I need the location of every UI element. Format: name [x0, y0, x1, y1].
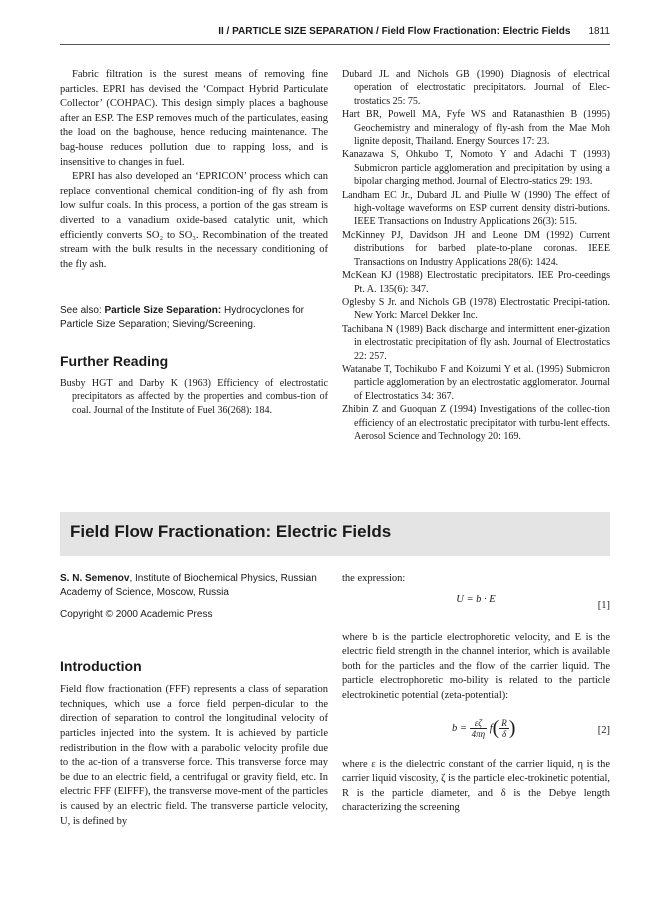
- paragraph-fabric-filtration: Fabric filtration is the surest means of removing fine particles. EPRI has devised the ‘Compact Hybrid Particulate Collector’ (COHPAC). This design simply places a baghouse after an ESP. The ESP removes much of the particulates, easing the load on the baghouse, hence reducing maintenance. The bag-house reduces pollution due to rapping loss, and is insensitive to changes in fuel.: [60, 69, 328, 168]
- equation-1: [342, 593, 610, 623]
- expression-lead: the expression:: [342, 573, 406, 584]
- equation-1-body: U = b · E: [456, 593, 496, 605]
- reference-item: Landham EC Jr., Dubard JL and Piulle W (1990) The effect of high-voltage waveforms on ESP current density distri-butions. IEEE Transactions on Industry Applications 26(3): 515.: [342, 189, 610, 228]
- reference-busby: Busby HGT and Darby K (1963) Efficiency of electrostatic precipitators as affected by the properties and combus-tion of coal. Journal of the Institute of Fuel 36(268): 184.: [60, 377, 328, 416]
- paragraph-definitions: where ε is the dielectric constant of the carrier liquid, η is the carrier liquid viscosity, ζ is the particle elec-trokinetic potential, R is the particle diameter, and δ is the Debye length characterizing the screening: [342, 758, 610, 814]
- equation-2-body: b = $\frac{\varepsilon\zeta}{4\pi\eta}$ f( $\frac{R}{\delta}$ ): [452, 716, 516, 739]
- page-number: 1811: [588, 26, 610, 37]
- reference-item: Kanazawa S, Ohkubo T, Nomoto Y and Adachi T (1993) Submicron particle agglomeration and precipitation by using a bipolar charging method. Journal of Electro-statics 29: 193.: [342, 149, 610, 188]
- reference-item: McKinney PJ, Davidson JH and Leone DM (1992) Current distributions for barbed plate-to-plane coronas. IEEE Transactions on Industry Applications 28(6): 1424.: [342, 229, 610, 268]
- author-affiliation: , Institute of Biochemical Physics, Russian Academy of Science, Moscow, Russia: [60, 573, 317, 598]
- left-column-bottom: [60, 572, 328, 829]
- see-also-label: See also:: [60, 305, 102, 317]
- paragraph-epricon: EPRI has also developed an ‘EPRICON’ process which can replace conventional chemical condition-ing of fly ash from low sulfur coals. In this process, a portion of the gas stream is diverted to a vanadium oxide-based catalytic unit, which efficiently converts SO₂ to SO₃. Recombination of the treated stream with the bulk results in the necessary conditioning of the fly ash.: [60, 171, 328, 270]
- see-also-link-1[interactable]: Particle Size Separation:: [104, 305, 222, 317]
- reference-item: Watanabe T, Tochikubo F and Koizumi Y et al. (1995) Submicron particle agglomeration by an electrostatic agglomerator. Journal of Electrostatics 34: 367.: [342, 363, 610, 402]
- equation-1-number: [1]: [597, 599, 610, 611]
- reference-item: Tachibana N (1989) Back discharge and intermittent ener-gization in electrostatic precipitation of fly ash. Journal of Electrostatics 22: 257.: [342, 323, 610, 362]
- equation-2-argument: [499, 718, 509, 739]
- introduction-heading: Introduction: [60, 657, 142, 674]
- reference-item: Dubard JL and Nichols GB (1990) Diagnosis of electrical operation of electrostatic precipitators. Journal of Elec-trostatics 25: 75.: [342, 69, 610, 107]
- reference-item: Hart BR, Powell MA, Fyfe WS and Ratanasthien B (1995) Geochemistry and mineralogy of fly-ash from the Mae Moh lignite deposit, Thailand. Energy Sources 17: 23.: [342, 109, 610, 148]
- equation-2-function: f: [489, 722, 493, 734]
- equation-2-lhs: b =: [452, 722, 467, 734]
- equation-2-fraction: [470, 718, 487, 739]
- author-line: [60, 572, 328, 600]
- introduction-text: Field flow fractionation (FFF) represents a class of separation techniques, which use a force field perpen-dicular to the direction of separation to control the longitudinal velocity of particles injected into the system. It is achieved by particle redistribution in the flow with a parabolic velocity profile due to the ac-tion of a transverse force. This transverse force may be due to an electric field, a centrifugal or gravity field, etc. In electric FFF (ElFFF), the transverse move-ment of the particles is caused by an electric field. The transverse particle velocity, U, is defined by: [60, 684, 328, 827]
- equation-2-number: [2]: [597, 724, 610, 736]
- see-also: [60, 304, 328, 332]
- fraction-numerator: εζ: [470, 718, 487, 729]
- right-column-bottom: [342, 572, 610, 816]
- article-title-band: [60, 512, 610, 556]
- running-header: [60, 26, 610, 45]
- references-column: [342, 68, 610, 443]
- reference-item: Zhibin Z and Guoquan Z (1994) Investigations of the collec-tion efficiency of an electrostatic precipitator with turbu-lent effects. Aerosol Science and Technology 20: 169.: [342, 404, 610, 442]
- argument-denominator: δ: [501, 728, 507, 739]
- further-reading-heading: Further Reading: [60, 353, 169, 370]
- left-column-top: [60, 68, 328, 417]
- reference-item: Oglesby S Jr. and Nichols GB (1978) Electrostatic Precipi-tation. New York: Marcel Dekker Inc.: [342, 296, 610, 322]
- paragraph-mobility: where b is the particle electrophoretic velocity, and E is the electric field strength in the channel interior, which is available both for the particles and the flow of the carrier liquid. The particle electrophoretic mo-bility is related to the particle electrokinetic potential (zeta-potential):: [342, 631, 610, 701]
- reference-item: McKean KJ (1988) Electrostatic precipitators. IEE Pro-ceedings Pt. A. 135(6): 347.: [342, 270, 610, 295]
- article-title: Field Flow Fractionation: Electric Fields: [70, 522, 392, 541]
- copyright: Copyright © 2000 Academic Press: [60, 609, 213, 620]
- header-title: II / PARTICLE SIZE SEPARATION / Field Flow Fractionation: Electric Fields: [218, 26, 571, 37]
- argument-numerator: R: [501, 717, 507, 728]
- fraction-denominator: 4πη: [471, 728, 486, 739]
- equation-2: [342, 712, 610, 752]
- author-name: S. N. Semenov: [60, 573, 130, 584]
- see-also-link-2[interactable]: Hydrocyclones for Particle Size Separation; Sieving/Screening.: [60, 305, 305, 331]
